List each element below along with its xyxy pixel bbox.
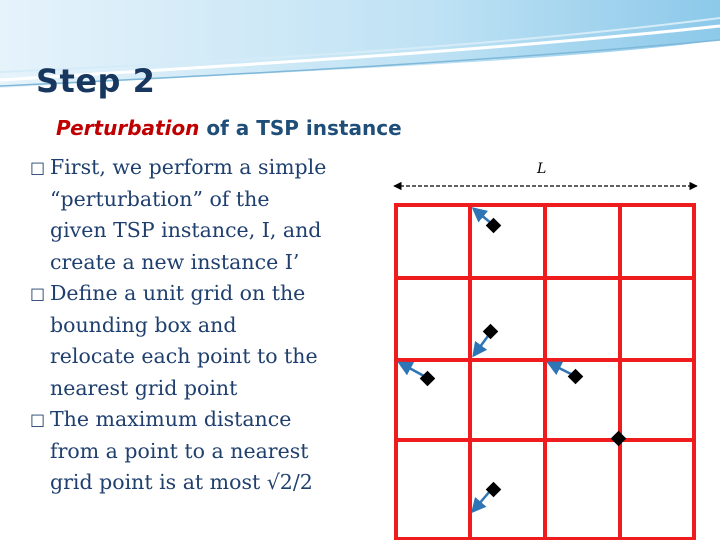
subtitle-rest: of a TSP instance — [199, 116, 402, 140]
point-marker — [483, 324, 499, 340]
bullet-box-icon: □ — [30, 158, 46, 177]
length-label: L — [537, 161, 547, 177]
bullet-item — [30, 152, 370, 278]
unit-grid — [396, 205, 694, 539]
point-marker — [568, 369, 584, 385]
relocation-arrow — [474, 209, 492, 224]
instance-points — [420, 218, 627, 498]
bullet-text: The maximum distance from a point to a nearest grid point is at most √2/2 — [50, 407, 313, 494]
relocation-arrow — [549, 363, 573, 375]
slide-subtitle — [56, 116, 402, 140]
bullet-item — [30, 404, 370, 499]
slide-title: Step 2 — [36, 62, 156, 100]
point-marker — [420, 371, 436, 387]
grid-diagram — [380, 150, 710, 540]
relocation-arrow — [474, 336, 488, 355]
point-marker — [611, 431, 627, 447]
bullet-text: Define a unit grid on the bounding box and relocate each point to the nearest grid point — [50, 281, 318, 400]
bullet-text: First, we perform a simple “perturbation” of the given TSP instance, I, and create a new instance I’ — [50, 155, 327, 274]
bullet-list — [30, 152, 370, 499]
relocation-arrow — [400, 363, 424, 376]
relocation-arrow — [473, 491, 490, 511]
bullet-box-icon: □ — [30, 410, 46, 429]
bullet-box-icon: □ — [30, 284, 46, 303]
bullet-item — [30, 278, 370, 404]
subtitle-emphasis: Perturbation — [56, 116, 200, 140]
